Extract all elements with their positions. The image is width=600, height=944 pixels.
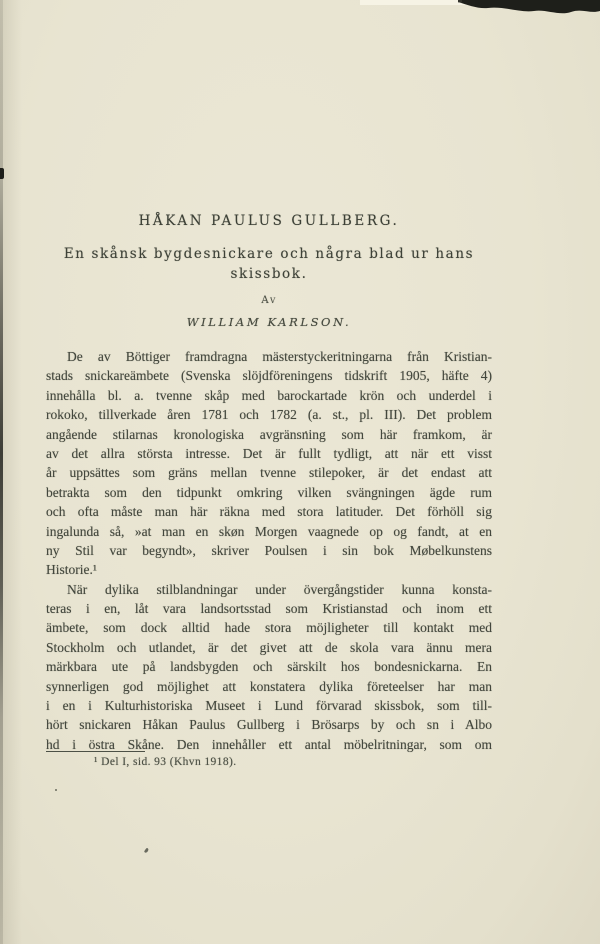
text-line: av det allra största intresse. Det är fullt tydligt, att när ett visst: [46, 445, 492, 461]
author-name: WILLIAM KARLSON.: [186, 315, 352, 329]
footnote-text: ¹ Del I, sid. 93 (Khvn 1918).: [94, 756, 237, 768]
text-line: ämbete, som dock alltid hade stora möjligheter till kontakt med: [46, 620, 492, 636]
text-line: Historie.¹: [46, 562, 97, 578]
text-line: teras i en, låt vara landsortsstad som Kristianstad och inom ett: [46, 601, 492, 617]
text-line: innehålla bl. a. tvenne skåp med barockartade krön och underdel i: [46, 387, 492, 403]
page-title: HÅKAN PAULUS GULLBERG.: [138, 213, 400, 229]
text-line: ny Stil var begyndt», skriver Poulsen i sin bok Møbelkunstens: [46, 542, 492, 558]
scan-edge-shadow: [0, 0, 3, 944]
paragraph: [46, 347, 492, 580]
byline-label: Av: [261, 295, 277, 306]
footnote-rule: [46, 751, 145, 752]
text-line: märkbara ute på landsbygden och särskilt hos bondesnickarna. En: [46, 659, 492, 675]
text-line: stads snickareämbete (Svenska slöjdföreningens tidskrift 1905, häfte 4): [46, 368, 492, 384]
text-line: rokoko, tillverkade åren 1781 och 1782 (a. st., pl. III). Det problem: [46, 407, 492, 423]
text-line: angående stilarnas kronologiska avgränsning som här framkom, är: [46, 426, 492, 442]
text-line: och ofta måste man här räkna med stora latituder. Det förhöll sig: [46, 504, 492, 520]
body-text: [46, 347, 492, 754]
text-line: synnerligen god möjlighet att konstatera dylika företeelser har man: [46, 678, 492, 694]
text-line: ingalunda så, »at man en skøn Morgen vaagnede op og fandt, at en: [46, 523, 492, 539]
subtitle-line: En skånsk bygdesnickare och några blad ur hans: [63, 246, 475, 262]
text-line: De av Böttiger framdragna mästerstyckeritningarna från Kristian-: [67, 349, 492, 364]
subtitle-line: skissbok.: [230, 266, 308, 282]
scan-edge-notch: [0, 168, 4, 179]
text-line: i en i Kulturhistoriska Museet i Lund förvarad skissbok, som till-: [46, 698, 492, 714]
text-line: När dylika stilblandningar under övergångstider kunna konsta-: [67, 581, 492, 597]
text-line: år uppsättes som gräns mellan tvenne stilepoker, är det endast att: [46, 465, 492, 481]
paragraph: [46, 580, 492, 755]
text-line: betrakta som den tidpunkt omkring vilken svängningen ägde rum: [46, 484, 492, 500]
text-line: hört snickaren Håkan Paulus Gullberg i Brösarps by och sn i Albo: [46, 717, 492, 733]
text-line: hd i östra Skåne. Den innehåller ett antal möbelritningar, som om: [46, 736, 492, 752]
text-line: Stockholm och utlandet, är det givet att de skola vara ännu mera: [46, 639, 492, 655]
text-column: [46, 0, 492, 944]
